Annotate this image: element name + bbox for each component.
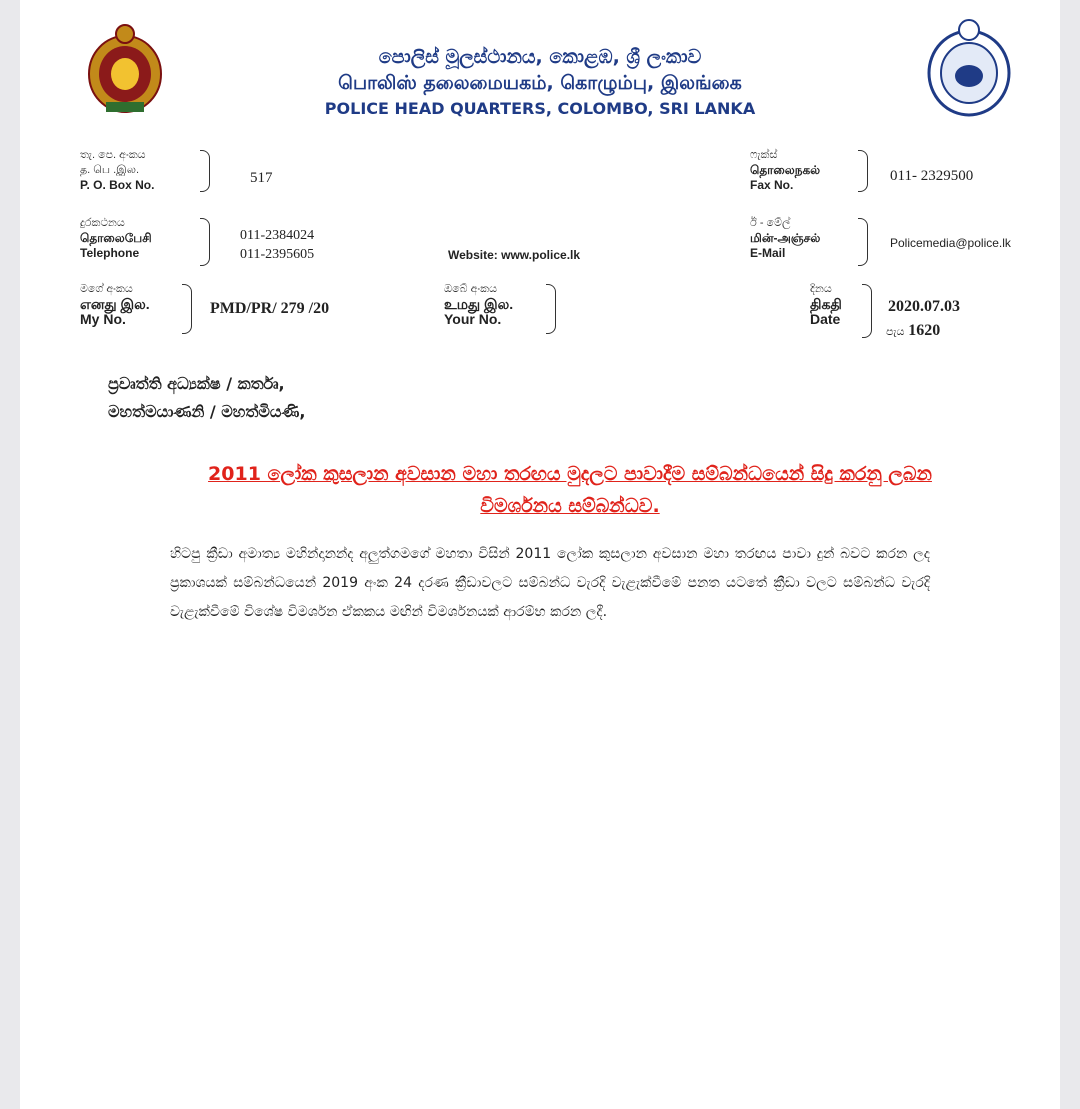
time-value: පැය 1620 <box>886 322 941 339</box>
telephone-value-2: 011-2395605 <box>240 247 315 262</box>
body-paragraph-1: හිටපු ක්‍රීඩා අමාත්‍ය මහින්දානන්ද අලුත්ගමගේ මහතා විසින් 2011 ලෝක කුසලාන අවසාන මහා තරඟය පාවා දුන් බවට කරන ලද ප්‍රකාශයක් සම්බන්ධයෙන් 2019 අංක 24 දරණ ක්‍රීඩාවලට සම්බන්ධ වැරදි වැළැක්වීමේ පනත යටතේ ක්‍රීඩා වලට සම්බන්ධ වැරදි වැළැක්වීමේ විශේෂ විමර්ශන ඒකකය මඟින් විමර්ශනයක් ආරම්භ කරන ලදී. <box>170 546 930 620</box>
email-value: Policemedia@police.lk <box>890 236 1011 250</box>
salutation: ප්‍රවෘත්ති අධ්‍යක්ෂ / කර්තෘ, මහත්මයාණනි / මහත්මියණි, <box>108 374 306 421</box>
brace <box>200 150 210 192</box>
pobox-label: තැ. පෙ. අංකය த. பெ .இல. P. O. Box No. <box>80 149 155 192</box>
fax-value: 011- 2329500 <box>890 168 974 184</box>
letter-page <box>20 0 1060 1109</box>
your-no-label: ඔබේ අංකය உமது இல. Your No. <box>444 283 514 327</box>
brace <box>546 284 556 334</box>
telephone-label: දුරකථනය தொலைபேசி Telephone <box>80 217 152 260</box>
brace <box>200 218 210 266</box>
date-value: 2020.07.03 <box>888 298 960 315</box>
brace <box>182 284 192 334</box>
brace <box>862 284 872 338</box>
title-sinhala: පොලිස් මූලස්ථානය, කොළඹ, ශ්‍රී ලංකාව <box>378 46 702 68</box>
telephone-value-1: 011-2384024 <box>240 228 315 243</box>
fax-label: ෆැක්ස් தொலைநகல் Fax No. <box>750 149 821 192</box>
headline: 2011 ලෝක කුසලාන අවසාන මහා තරඟය මුදලට පාවාදීම සම්බන්ධයෙන් සිදු කරනු ලබන විමර්ශනය සම්බන්ධව. <box>208 463 932 517</box>
title-english: POLICE HEAD QUARTERS, COLOMBO, SRI LANKA <box>324 99 756 118</box>
website: Website: www.police.lk <box>448 248 581 262</box>
brace <box>858 218 868 266</box>
date-label: දිනය திகதி Date <box>810 283 842 327</box>
title-tamil: பொலிஸ் தலைமையகம், கொழும்பு, இலங்கை <box>338 72 742 94</box>
brace <box>858 150 868 192</box>
email-label: ඊ - මේල් மின்-அஞ்சல் E-Mail <box>750 217 821 260</box>
my-no-value: PMD/PR/ 279 /20 <box>210 300 330 317</box>
pobox-value: 517 <box>250 170 273 186</box>
letterhead <box>20 0 1060 140</box>
letterhead-titles <box>260 44 820 122</box>
sri-lanka-emblem-icon <box>86 22 164 114</box>
police-emblem-icon <box>925 18 1013 118</box>
my-no-label: මගේ අංකය எனது இல. My No. <box>80 283 150 327</box>
